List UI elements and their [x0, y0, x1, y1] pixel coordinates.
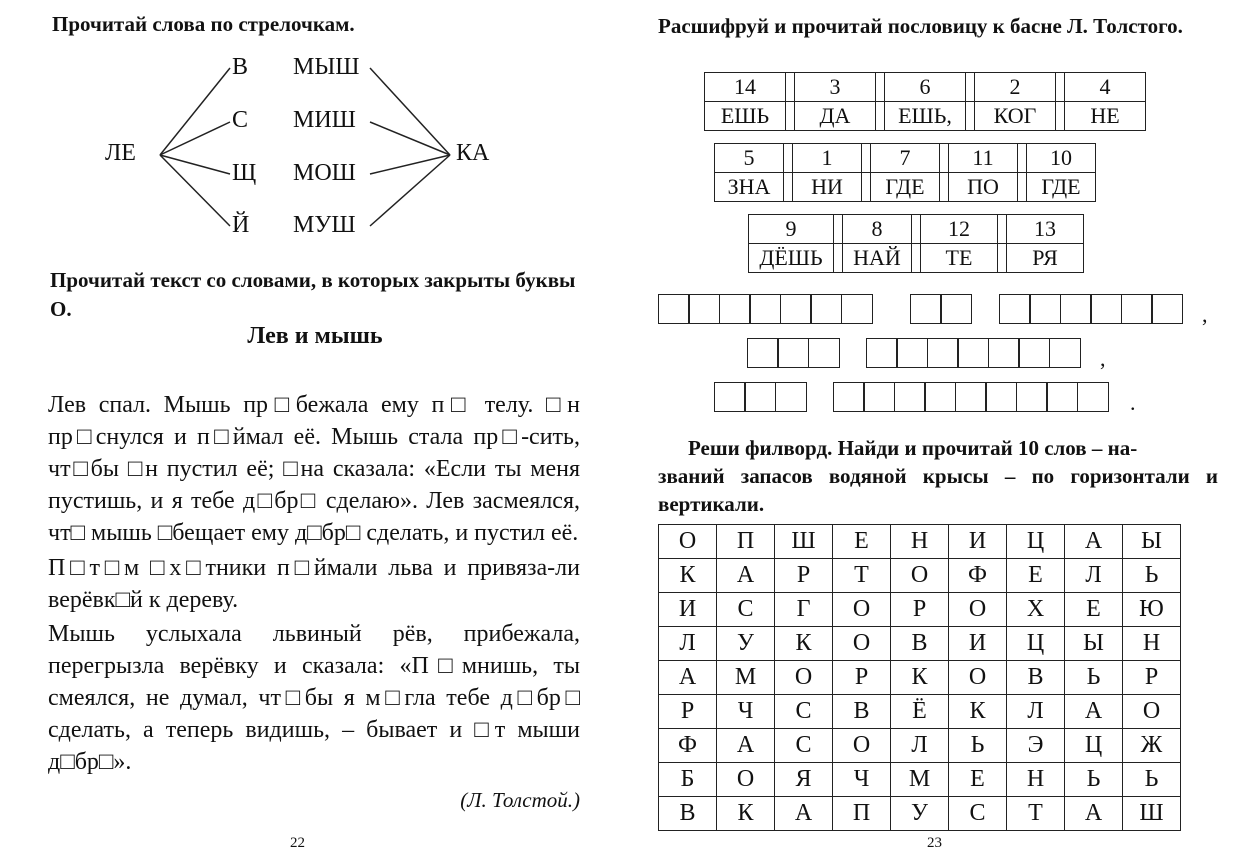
filword-cell[interactable]: Ь — [1065, 661, 1123, 695]
filword-row — [659, 661, 1181, 695]
filword-cell[interactable]: Ч — [833, 763, 891, 797]
cipher-syllable: ТЕ — [921, 244, 998, 273]
filword-cell[interactable]: Л — [1065, 559, 1123, 593]
answer-word-boxes — [911, 294, 972, 326]
story-title: Лев и мышь — [247, 323, 383, 349]
task-heading-filword — [658, 434, 1218, 518]
filword-cell[interactable]: Ц — [1065, 729, 1123, 763]
filword-cell[interactable]: К — [775, 627, 833, 661]
filword-cell[interactable]: К — [717, 797, 775, 831]
author-attribution: (Л. Толстой.) — [460, 788, 580, 812]
filword-row — [659, 695, 1181, 729]
diagram-letter: С — [232, 107, 249, 133]
filword-cell[interactable]: К — [891, 661, 949, 695]
filword-cell[interactable]: О — [717, 763, 775, 797]
filword-cell[interactable]: Ё — [891, 695, 949, 729]
task-heading-closed-letters: Прочитай текст со словами, в которых закрыты буквы О. — [50, 268, 576, 321]
filword-row — [659, 559, 1181, 593]
filword-cell[interactable]: О — [949, 593, 1007, 627]
filword-cell[interactable]: Ы — [1123, 525, 1181, 559]
filword-cell[interactable]: Т — [1007, 797, 1065, 831]
diagram-middle-syllable: МЫШ — [293, 54, 360, 80]
filword-cell[interactable]: Ю — [1123, 593, 1181, 627]
filword-cell[interactable]: Л — [659, 627, 717, 661]
filword-cell[interactable]: Ь — [1123, 763, 1181, 797]
filword-cell[interactable]: Х — [1007, 593, 1065, 627]
cipher-syllable: ЕШЬ — [705, 102, 786, 131]
cipher-number: 12 — [921, 215, 998, 244]
answer-word-boxes — [867, 338, 1081, 370]
filword-cell[interactable]: А — [1065, 525, 1123, 559]
diagram-middle-syllable: МИШ — [293, 107, 356, 133]
cipher-syllable: РЯ — [1007, 244, 1084, 273]
filword-cell[interactable]: В — [1007, 661, 1065, 695]
filword-cell[interactable]: В — [891, 627, 949, 661]
story-paragraph — [48, 357, 580, 549]
cipher-number: 10 — [1027, 144, 1096, 173]
task-heading-line: Реши филворд. Найди и прочитай 10 слов – на- — [688, 436, 1138, 460]
filword-cell[interactable]: О — [1123, 695, 1181, 729]
answer-punctuation: , — [1100, 346, 1106, 371]
filword-cell[interactable]: Ш — [1123, 797, 1181, 831]
filword-cell[interactable]: Ф — [659, 729, 717, 763]
cipher-syllable: ДА — [795, 102, 876, 131]
cipher-syllable: КОГ — [975, 102, 1056, 131]
filword-cell[interactable]: И — [659, 593, 717, 627]
cipher-syllable: НИ — [793, 173, 862, 202]
cipher-number: 13 — [1007, 215, 1084, 244]
filword-cell[interactable]: Н — [891, 525, 949, 559]
filword-cell[interactable]: О — [949, 661, 1007, 695]
filword-cell[interactable]: Ц — [1007, 525, 1065, 559]
answer-punctuation: . — [1130, 390, 1136, 415]
filword-cell[interactable]: Е — [833, 525, 891, 559]
filword-cell[interactable]: Р — [833, 661, 891, 695]
cipher-number: 5 — [715, 144, 784, 173]
filword-cell[interactable]: С — [949, 797, 1007, 831]
right-page — [618, 0, 1236, 865]
filword-cell[interactable]: А — [775, 797, 833, 831]
cipher-syllable: ДЁШЬ — [749, 244, 834, 273]
paragraph-text: Лев спал. Мышь пр□бежала ему п□ телу. □н пр□снулся и п□ймал её. Мышь стала пр□-сить, чт□бы □н пустил её; □на сказала: «Если ты меня пустишь, и я тебе д□бр□ сделаю». Лев засмеялся, чт□ мышь □бещает ему д□бр□ сделать, и пустил её. — [48, 392, 580, 546]
filword-cell[interactable]: Е — [1065, 593, 1123, 627]
answer-word-boxes — [748, 338, 840, 370]
filword-row — [659, 729, 1181, 763]
filword-row — [659, 525, 1181, 559]
cipher-number: 4 — [1065, 73, 1146, 102]
filword-cell[interactable]: Ч — [717, 695, 775, 729]
filword-cell[interactable]: П — [717, 525, 775, 559]
diagram-middle-syllable: МУШ — [293, 212, 356, 238]
filword-cell[interactable]: Ь — [949, 729, 1007, 763]
filword-cell[interactable]: А — [717, 729, 775, 763]
filword-cell[interactable]: О — [833, 593, 891, 627]
filword-cell[interactable]: И — [949, 627, 1007, 661]
diagram-letter: Й — [232, 212, 250, 238]
cipher-number: 3 — [795, 73, 876, 102]
filword-cell[interactable]: С — [775, 695, 833, 729]
cipher-number: 7 — [871, 144, 940, 173]
filword-cell[interactable]: И — [949, 525, 1007, 559]
cipher-table-row-1 — [704, 72, 1146, 131]
filword-cell[interactable]: Я — [775, 763, 833, 797]
filword-cell[interactable]: Ж — [1123, 729, 1181, 763]
cipher-table-row-2 — [714, 143, 1096, 202]
filword-cell[interactable]: Ф — [949, 559, 1007, 593]
filword-row — [659, 763, 1181, 797]
answer-word-boxes — [1000, 294, 1183, 326]
diagram-middle-syllable: МОШ — [293, 160, 356, 186]
diagram-letter: Щ — [232, 160, 257, 186]
answer-word-boxes — [834, 382, 1109, 414]
answer-word-boxes — [715, 382, 807, 414]
cipher-number: 2 — [975, 73, 1056, 102]
filword-cell[interactable]: Э — [1007, 729, 1065, 763]
filword-cell[interactable]: Р — [1123, 661, 1181, 695]
filword-cell[interactable]: А — [1065, 695, 1123, 729]
word-arrow-diagram — [0, 0, 618, 260]
filword-cell[interactable]: С — [717, 593, 775, 627]
cipher-table-row-3 — [748, 214, 1084, 273]
filword-cell[interactable]: А — [659, 661, 717, 695]
cipher-syllable: ГДЕ — [871, 173, 940, 202]
filword-cell[interactable]: М — [891, 763, 949, 797]
filword-cell[interactable]: Р — [891, 593, 949, 627]
filword-grid — [658, 524, 1181, 831]
filword-cell[interactable]: Б — [659, 763, 717, 797]
page-number: 23 — [927, 835, 942, 851]
cipher-syllable: ЕШЬ, — [885, 102, 966, 131]
filword-cell[interactable]: Н — [1007, 763, 1065, 797]
cipher-syllable: НАЙ — [843, 244, 912, 273]
filword-cell[interactable]: С — [775, 729, 833, 763]
cipher-syllable: ПО — [949, 173, 1018, 202]
filword-cell[interactable]: К — [949, 695, 1007, 729]
cipher-number: 6 — [885, 73, 966, 102]
cipher-number: 11 — [949, 144, 1018, 173]
filword-row — [659, 593, 1181, 627]
filword-cell[interactable]: Е — [949, 763, 1007, 797]
filword-cell[interactable]: В — [833, 695, 891, 729]
filword-cell[interactable]: Е — [1007, 559, 1065, 593]
filword-cell[interactable]: Ц — [1007, 627, 1065, 661]
cipher-syllable: ГДЕ — [1027, 173, 1096, 202]
filword-cell[interactable]: Ь — [1123, 559, 1181, 593]
filword-row — [659, 627, 1181, 661]
filword-cell[interactable]: А — [1065, 797, 1123, 831]
answer-word-boxes — [659, 294, 873, 326]
cipher-number: 9 — [749, 215, 834, 244]
filword-cell[interactable]: Р — [659, 695, 717, 729]
diagram-end-syllable: КА — [456, 140, 490, 166]
story-paragraph: П□т□м □х□тники п□ймали льва и привяза-ли верёвк□й к дереву. — [48, 555, 580, 613]
filword-cell[interactable]: У — [891, 797, 949, 831]
answer-punctuation: , — [1202, 302, 1208, 327]
filword-cell[interactable]: О — [833, 729, 891, 763]
cipher-number: 1 — [793, 144, 862, 173]
cipher-syllable: НЕ — [1065, 102, 1146, 131]
filword-row — [659, 797, 1181, 831]
filword-cell[interactable]: Ы — [1065, 627, 1123, 661]
filword-cell[interactable]: А — [717, 559, 775, 593]
filword-cell[interactable]: Л — [891, 729, 949, 763]
cipher-number: 8 — [843, 215, 912, 244]
filword-cell[interactable]: Л — [1007, 695, 1065, 729]
page-number: 22 — [290, 835, 305, 851]
filword-cell[interactable]: К — [659, 559, 717, 593]
filword-cell[interactable]: Ь — [1065, 763, 1123, 797]
diagram-start-syllable: ЛЕ — [105, 140, 136, 166]
task-heading-read-by-arrows: Прочитай слова по стрелочкам. — [52, 12, 355, 36]
filword-cell[interactable]: О — [891, 559, 949, 593]
story-paragraph: Мышь услыхала львиный рёв, прибежала, перегрызла верёвку и сказала: «П□мнишь, ты смеялся, не думал, чт□бы я м□гла тебе д□бр□ сделать, а теперь видишь, – бывает и □т мыши д□бр□». — [48, 621, 580, 775]
diagram-letter: В — [232, 54, 249, 80]
filword-cell[interactable]: О — [775, 661, 833, 695]
filword-cell[interactable]: О — [833, 627, 891, 661]
cipher-number: 14 — [705, 73, 786, 102]
filword-cell[interactable]: Р — [775, 559, 833, 593]
filword-cell[interactable]: О — [659, 525, 717, 559]
filword-cell[interactable]: Н — [1123, 627, 1181, 661]
task-heading-line: званий запасов водяной крысы – по горизонтали и вертикали. — [658, 464, 1218, 516]
cipher-syllable: ЗНА — [715, 173, 784, 202]
filword-cell[interactable]: М — [717, 661, 775, 695]
filword-cell[interactable]: Г — [775, 593, 833, 627]
filword-cell[interactable]: У — [717, 627, 775, 661]
filword-cell[interactable]: Т — [833, 559, 891, 593]
filword-cell[interactable]: В — [659, 797, 717, 831]
filword-cell[interactable]: Ш — [775, 525, 833, 559]
task-heading-decode-proverb: Расшифруй и прочитай пословицу к басне Л. Толстого. — [658, 14, 1183, 38]
filword-cell[interactable]: П — [833, 797, 891, 831]
